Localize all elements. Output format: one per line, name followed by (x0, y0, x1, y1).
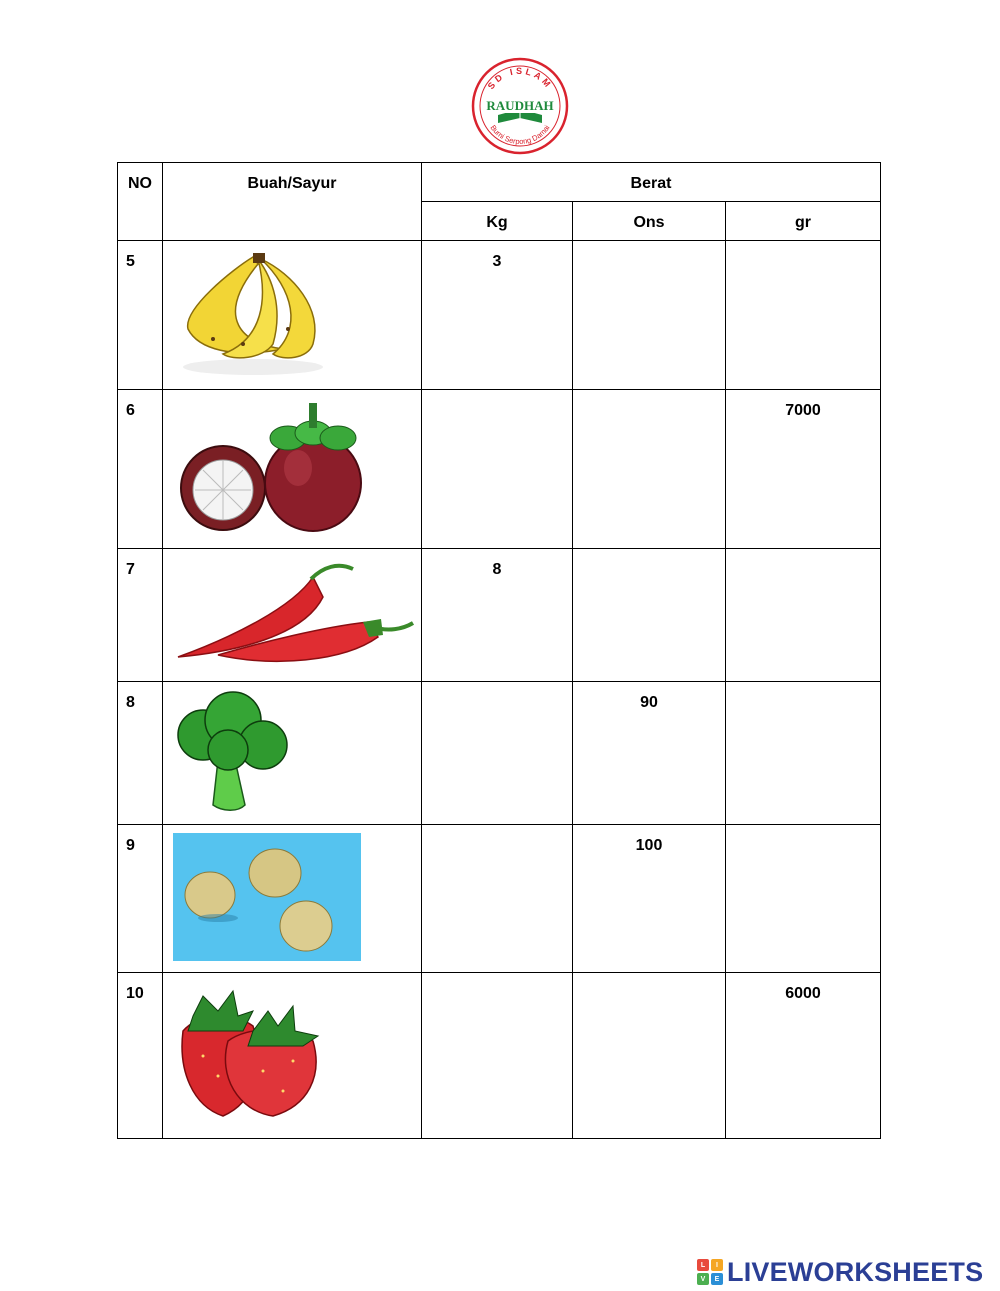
table-row (118, 241, 881, 390)
gr-answer-field[interactable] (726, 682, 881, 825)
gr-answer-field[interactable] (726, 549, 881, 682)
potato-image (173, 833, 361, 961)
row-number: 5 (118, 241, 163, 390)
logo-top-text: SD ISLAM (485, 65, 555, 92)
ons-answer-field[interactable] (573, 241, 726, 390)
row-number: 7 (118, 549, 163, 682)
table-row (118, 390, 881, 549)
broccoli-image (173, 690, 293, 815)
ons-answer-field[interactable]: 100 (573, 825, 726, 973)
kg-answer-field[interactable] (422, 825, 573, 973)
header-ons: Ons (573, 202, 726, 241)
row-number: 6 (118, 390, 163, 549)
strawberry-image (173, 981, 333, 1121)
kg-answer-field[interactable]: 8 (422, 549, 573, 682)
header-weight: Berat (422, 163, 881, 202)
weight-conversion-table (117, 162, 881, 1139)
logo-bottom-text: Bumi Serpong Damai (488, 123, 552, 147)
liveworksheets-logo-icon: L I V E (697, 1259, 723, 1285)
row-number: 9 (118, 825, 163, 973)
school-logo (471, 57, 569, 155)
gr-answer-field[interactable]: 6000 (726, 973, 881, 1139)
row-number: 10 (118, 973, 163, 1139)
table-row (118, 682, 881, 825)
row-number: 8 (118, 682, 163, 825)
watermark-text: LIVEWORKSHEETS (727, 1256, 984, 1287)
gr-answer-field[interactable] (726, 825, 881, 973)
gr-answer-field[interactable] (726, 241, 881, 390)
banana-image (173, 249, 333, 379)
kg-answer-field[interactable]: 3 (422, 241, 573, 390)
ons-answer-field[interactable] (573, 973, 726, 1139)
table-row (118, 549, 881, 682)
ons-answer-field[interactable]: 90 (573, 682, 726, 825)
mangosteen-image (173, 398, 373, 538)
ons-answer-field[interactable] (573, 390, 726, 549)
table-row (118, 825, 881, 973)
kg-answer-field[interactable] (422, 682, 573, 825)
kg-answer-field[interactable] (422, 390, 573, 549)
liveworksheets-watermark (697, 1257, 983, 1287)
header-kg: Kg (422, 202, 573, 241)
header-item: Buah/Sayur (163, 163, 422, 241)
logo-name: RAUDHAH (486, 98, 554, 113)
header-no: NO (118, 163, 163, 241)
header-gr: gr (726, 202, 881, 241)
table-row (118, 973, 881, 1139)
kg-answer-field[interactable] (422, 973, 573, 1139)
ons-answer-field[interactable] (573, 549, 726, 682)
chili-image (173, 557, 417, 672)
gr-answer-field[interactable]: 7000 (726, 390, 881, 549)
